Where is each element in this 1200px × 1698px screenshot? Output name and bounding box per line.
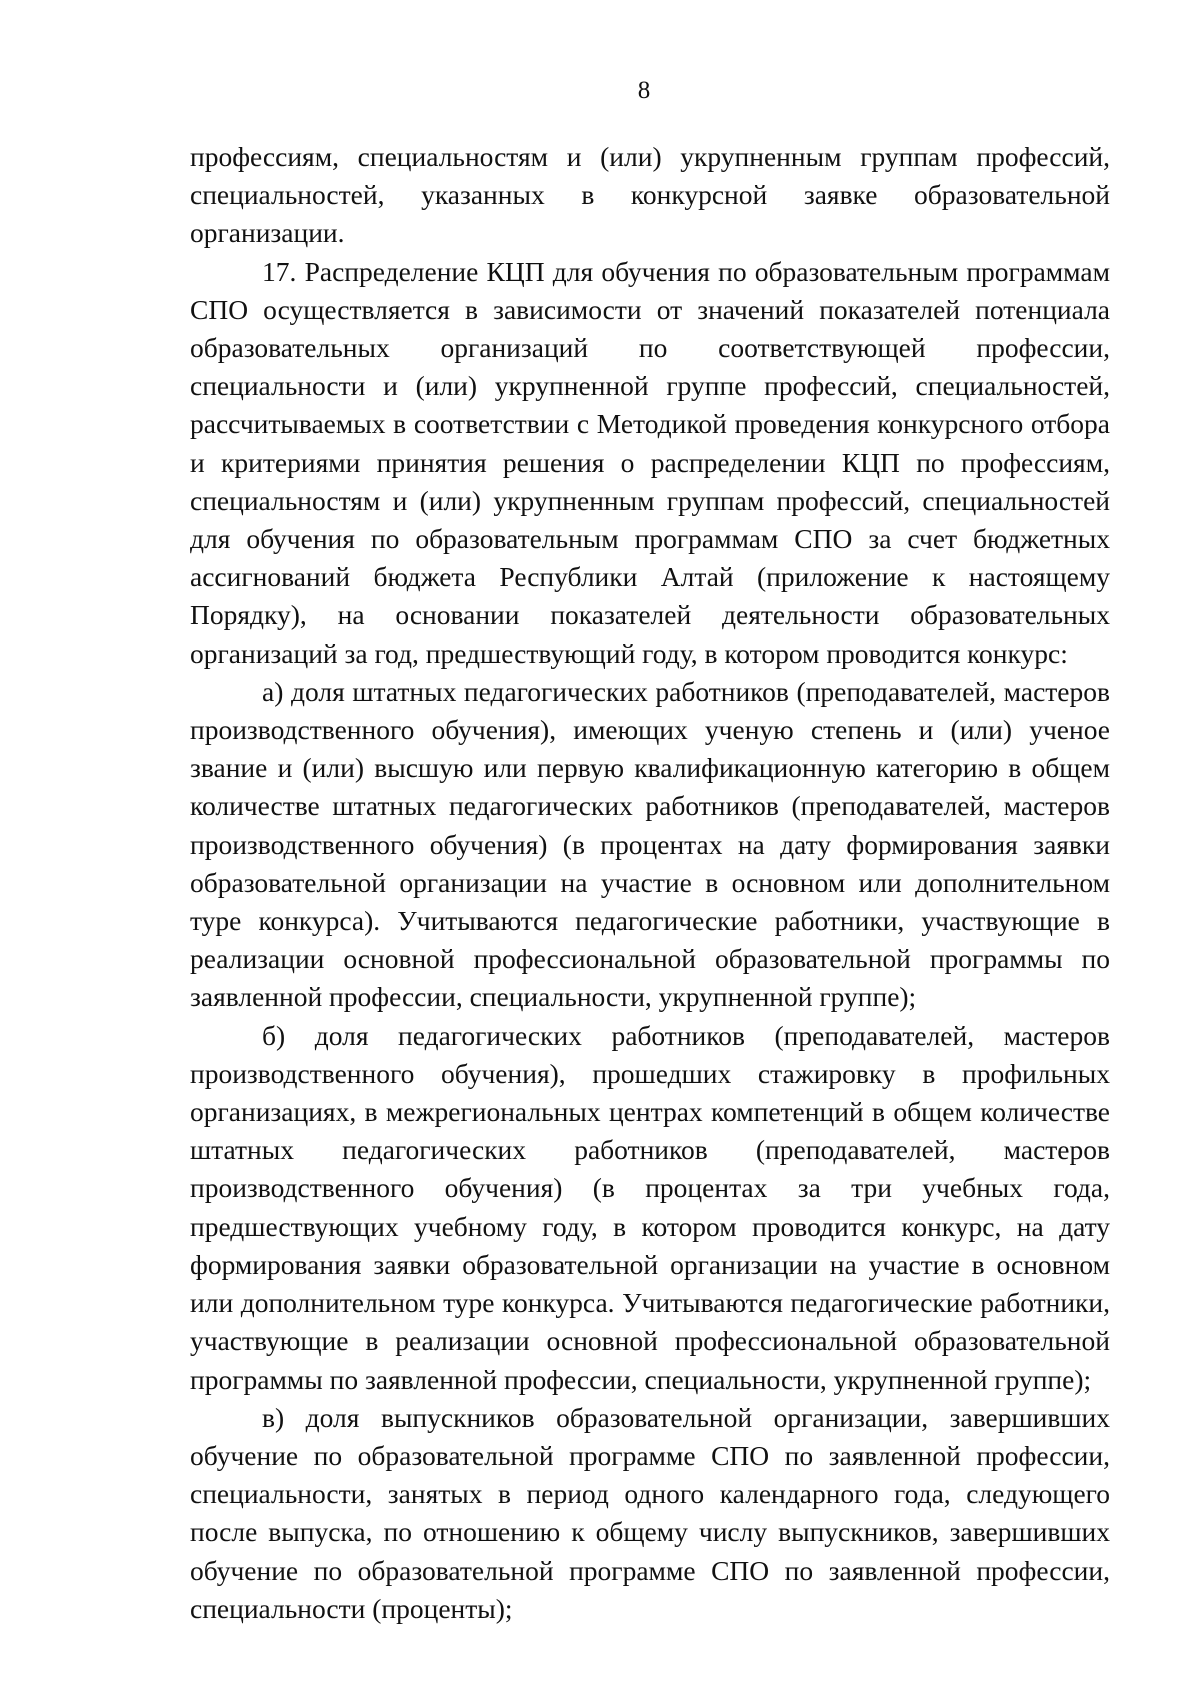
paragraph-continuation: профессиям, специальностям и (или) укрупненным группам профессий, специальностей, указанных в конкурсной заявке образовательной организации. (190, 141, 1110, 249)
page-number: 8 (637, 77, 651, 104)
document-body (190, 138, 1110, 1628)
paragraph-subitem-b: б) доля педагогических работников (преподавателей, мастеров производственного обучения), прошедших стажировку в профильных организациях, в межрегиональных центрах компетенций в общем количестве штатных педагогических работников (преподавателей, мастеров производственного обучения) (в процентах за три учебных года, предшествующих учебному году, в котором проводится конкурс, на дату формирования заявки образовательной организации на участие в основном или дополнительном туре конкурса. Учитываются педагогические работники, участвующие в реализации основной профессиональной образовательной программы по заявленной профессии, специальности, укрупненной группе); (190, 1019, 1110, 1395)
paragraph-subitem-a: а) доля штатных педагогических работников (преподавателей, мастеров производственного обучения), имеющих ученую степень и (или) ученое звание и (или) высшую или первую квалификационную категорию в общем количестве штатных педагогических работников (преподавателей, мастеров производственного обучения) (в процентах на дату формирования заявки образовательной организации на участие в основном или дополнительном туре конкурса). Учитываются педагогические работники, участвующие в реализации основной профессиональной образовательной программы по заявленной профессии, специальности, укрупненной группе); (190, 675, 1110, 1013)
paragraph-item-17: 17. Распределение КЦП для обучения по образовательным программам СПО осуществляется в зависимости от значений показателей потенциала образовательных организаций по соответствующей профессии, специальности и (или) укрупненной группе профессий, специальностей, рассчитываемых в соответствии с Методикой проведения конкурсного отбора и критериями принятия решения о распределении КЦП по профессиям, специальностям и (или) укрупненным группам профессий, специальностей для обучения по образовательным программам СПО за счет бюджетных ассигнований бюджета Республики Алтай (приложение к настоящему Порядку), на основании показателей деятельности образовательных организаций за год, предшествующий году, в котором проводится конкурс: (190, 255, 1110, 669)
paragraph-subitem-v: в) доля выпускников образовательной организации, завершивших обучение по образовательной программе СПО по заявленной профессии, специальности, занятых в период одного календарного года, следующего после выпуска, по отношению к общему числу выпускников, завершивших обучение по образовательной программе СПО по заявленной профессии, специальности (проценты); (190, 1401, 1110, 1624)
